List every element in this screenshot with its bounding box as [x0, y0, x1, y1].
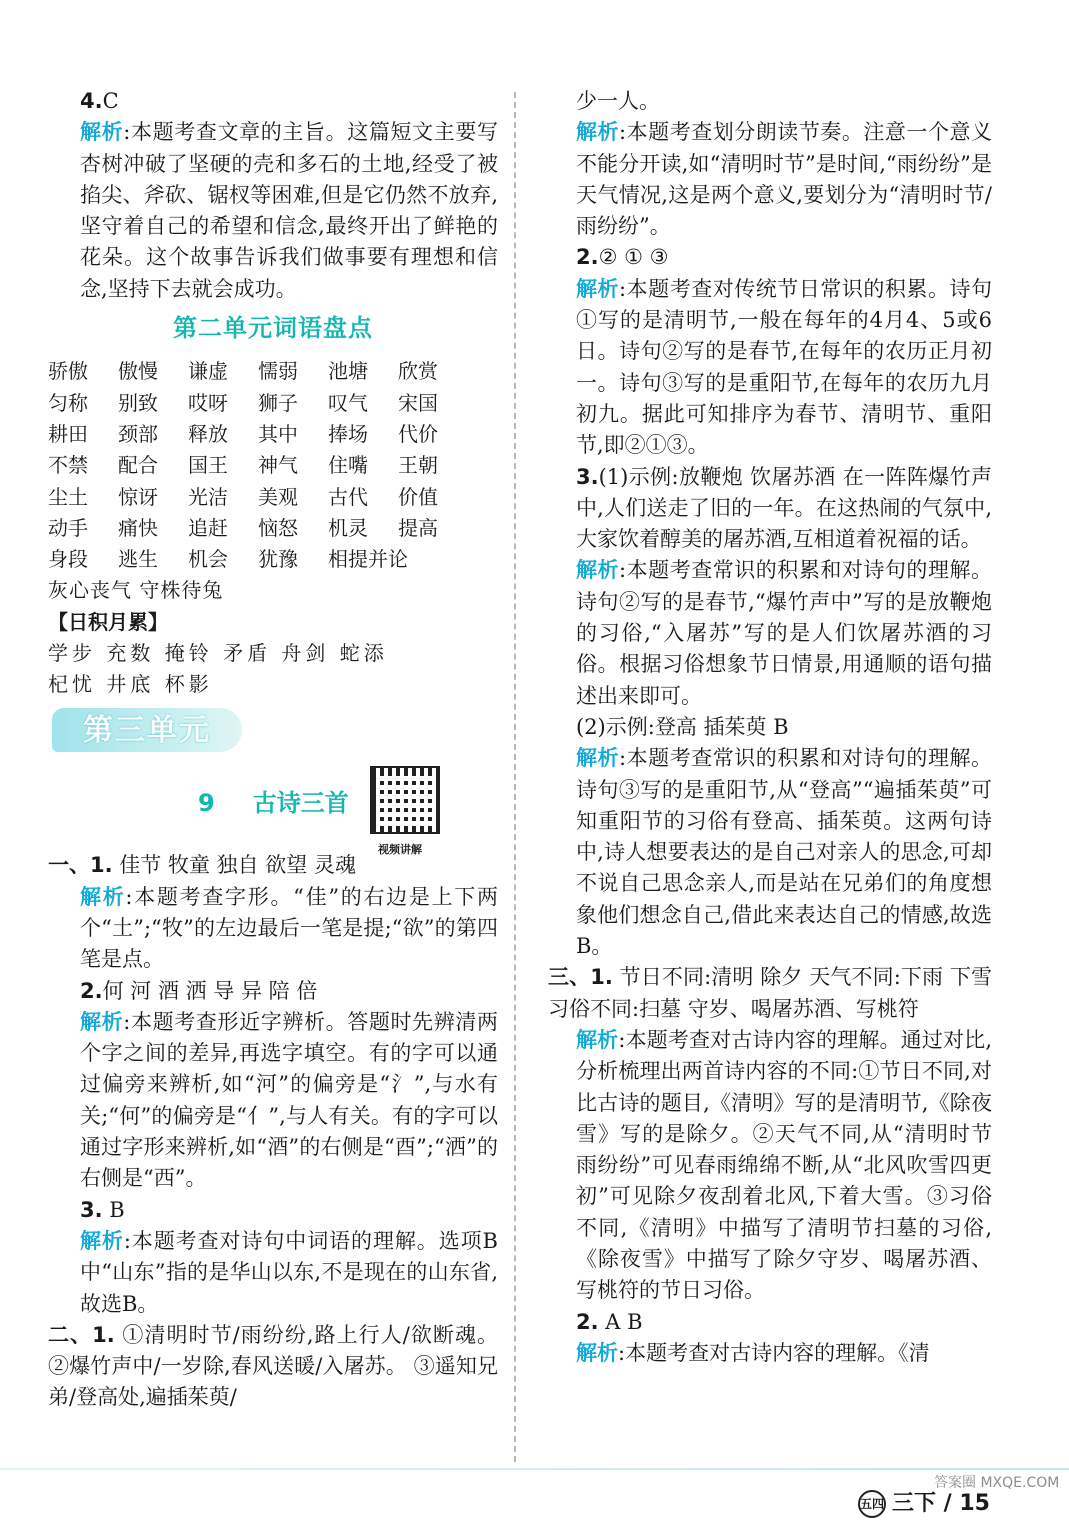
word-grid — [48, 356, 498, 575]
watermark: 答案圈 MXQE.COM — [934, 1475, 1060, 1491]
unit3-banner: 第三单元 — [52, 708, 242, 752]
word-item: 古代 — [328, 484, 368, 509]
r-explanation-1: 解析:本题考查划分朗读节奏。注意一个意义不能分开读,如“清明时节”是时间,“雨纷纷”是天气情况,这是两个意义,要划分为“清明时节/雨纷纷”。 — [576, 120, 992, 239]
s1-q2-explanation: 解析:本题考查形近字辨析。答题时先辨清两个字之间的差异,再选字填空。有的字可以通过偏旁来辨析,如“河”的偏旁是“氵”,与水有关;“何”的偏旁是“亻”,与人有关。有的字可以通过字形来辨析,如“酒”的右侧是“酉”;“洒”的右侧是“西”。 — [80, 1009, 499, 1191]
riji-line-2: 杞忧 井底 杯影 — [48, 672, 213, 697]
word-item: 痛快 — [118, 515, 158, 540]
r-s3-q1-answer: 三、1. 节日不同:清明 除夕 天气不同:下雨 下雪 习俗不同:扫墓 守岁、喝屠苏酒、写桃符 — [548, 965, 993, 1021]
word-item: 其中 — [258, 421, 298, 446]
riji-title: 【日积月累】 — [48, 609, 168, 634]
word-item: 欣赏 — [398, 359, 438, 384]
word-item: 叹气 — [328, 390, 368, 415]
word-item: 谦虚 — [188, 359, 228, 384]
word-item: 机灵 — [328, 515, 368, 540]
word-item: 释放 — [188, 421, 228, 446]
qr-label: 视频讲解 — [378, 843, 422, 857]
word-item: 匀称 — [48, 390, 88, 415]
word-item: 光洁 — [188, 484, 228, 509]
edition-badge-icon: 五四 — [858, 1490, 886, 1518]
word-item: 惊讶 — [118, 484, 158, 509]
riji-line-1: 学步 充数 掩铃 矛盾 舟剑 蛇添 — [48, 640, 388, 665]
word-item: 神气 — [258, 453, 298, 478]
word-item: 相提并论 — [328, 547, 408, 572]
word-item: 住嘴 — [328, 453, 368, 478]
word-item: 不禁 — [48, 453, 88, 478]
word-item: 宋国 — [398, 390, 438, 415]
word-item: 尘土 — [48, 484, 88, 509]
word-item: 美观 — [258, 484, 298, 509]
unit2-word-title: 第二单元词语盘点 — [173, 314, 373, 343]
r-explanation-2: 解析:本题考查对传统节日常识的积累。诗句①写的是清明节,一般在每年的4月4、5或6日。诗句②写的是春节,在每年的农历正月初一。诗句③写的是重阳节,在每年的农历九月初九。据此可知排序为春节、清明节、重阳节,即②①③。 — [576, 276, 992, 458]
s1-q3-explanation: 解析:本题考查对诗句中词语的理解。选项B中“山东”指的是华山以东,不是现在的山东省,故选B。 — [80, 1228, 498, 1316]
q4-explanation: 解析:本题考查文章的主旨。这篇短文主要写杏树冲破了坚硬的壳和多石的土地,经受了被掐尖、斧砍、锯杈等困难,但是它仍然不放弃,坚守着自己的希望和信念,最终开出了鲜艳的花朵。这个故事告诉我们做事要有理想和信念,坚持下去就会成功。 — [80, 120, 499, 301]
word-item: 狮子 — [258, 390, 298, 415]
footer-line — [0, 1468, 1069, 1470]
q4-answer: 4.C — [80, 89, 119, 113]
left-column — [48, 86, 498, 1414]
r-explanation-4: 解析:本题考查常识的积累和对诗句的理解。诗句③写的是重阳节,从“登高”“遍插茱萸”可知重阳节的习俗有登高、插茱萸。这两句诗中,诗人想要表达的是自己对亲人的思念,可却不说自己思念亲人,而是站在兄弟们的角度想象他们想念自己,借此来表达自己的情感,故选B。 — [576, 746, 992, 959]
word-item: 别致 — [118, 390, 158, 415]
word-item: 颈部 — [118, 421, 158, 446]
word-item: 价值 — [398, 484, 438, 509]
r-explanation-5: 解析:本题考查对古诗内容的理解。通过对比,分析梳理出两首诗内容的不同:①节日不同,对比古诗的题目,《清明》写的是清明节,《除夜雪》写的是除夕。②天气不同,从“清明时节雨纷纷”可见春雨绵绵不断,从“北风吹雪四更初”可见除夕夜刮着北风,下着大雪。③习俗不同,《清明》中描写了清明节扫墓的习俗,《除夜雪》中描写了除夕守岁、喝屠苏酒、写桃符的节日习俗。 — [576, 1027, 993, 1303]
word-item: 耕田 — [48, 421, 88, 446]
jiexi-label: 解析 — [80, 120, 124, 145]
word-item: 动手 — [48, 515, 88, 540]
page-number: 五四 三下 / 15 — [860, 1491, 990, 1516]
qr-code-icon[interactable] — [370, 766, 440, 834]
s1-q3-answer: 3. B — [80, 1197, 125, 1222]
r-q2-answer: 2.② ① ③ — [576, 245, 669, 270]
s1-q1-explanation: 解析:本题考查字形。“佳”的右边是上下两个“土”;“牧”的左边最后一笔是提;“欲”的第四笔是点。 — [80, 884, 499, 972]
s1-q2-answer: 2.何 河 酒 洒 导 异 陪 倍 — [80, 978, 318, 1003]
right-column — [548, 86, 993, 1369]
lesson-header — [48, 762, 498, 857]
lesson-title: 9 古诗三首 — [198, 789, 349, 818]
continued-text: 少一人。 — [576, 89, 660, 113]
r-q3-answer: 3.(1)示例:放鞭炮 饮屠苏酒 在一阵阵爆竹声中,人们送走了旧的一年。在这热闹的气氛中,大家饮着醇美的屠苏酒,互相道着祝福的话。 — [576, 464, 992, 552]
word-item: 懦弱 — [258, 359, 298, 384]
word-item: 逃生 — [118, 547, 158, 572]
word-item: 身段 — [48, 547, 88, 572]
word-item: 恼怒 — [258, 515, 298, 540]
word-item: 骄傲 — [48, 359, 88, 384]
r-explanation-6: 解析:本题考查对古诗内容的理解。《清 — [576, 1340, 930, 1365]
last-words: 灰心丧气 守株待兔 — [48, 578, 224, 603]
word-item: 代价 — [398, 421, 438, 446]
word-item: 配合 — [118, 453, 158, 478]
word-item: 哎呀 — [188, 390, 228, 415]
word-item: 捧场 — [328, 421, 368, 446]
word-item: 池塘 — [328, 359, 368, 384]
word-item: 国王 — [188, 453, 228, 478]
column-divider — [514, 92, 516, 1462]
word-item: 傲慢 — [118, 359, 158, 384]
r-q3b-answer: (2)示例:登高 插茱萸 B — [576, 714, 789, 739]
word-item: 王朝 — [398, 453, 438, 478]
word-item: 机会 — [188, 547, 228, 572]
s1-q1-answer: 一、1. 佳节 牧童 独自 欲望 灵魂 — [48, 853, 356, 878]
r-s3-q2-answer: 2. A B — [576, 1309, 643, 1334]
s2-q1-answer: 二、1. ①清明时节/雨纷纷,路上行人/欲断魂。 ②爆竹声中/一岁除,春风送暖/入屠苏。 ③遥知兄弟/登高处,遍插茱萸/ — [48, 1322, 498, 1410]
word-item — [398, 544, 468, 575]
word-item: 提高 — [398, 515, 438, 540]
r-explanation-3: 解析:本题考查常识的积累和对诗句的理解。诗句②写的是春节,“爆竹声中”写的是放鞭炮的习俗,“入屠苏”写的是人们饮屠苏酒的习俗。根据习俗想象节日情景,用通顺的语句描述出来即可。 — [576, 558, 992, 708]
word-item: 犹豫 — [258, 547, 298, 572]
word-item: 追赶 — [188, 515, 228, 540]
